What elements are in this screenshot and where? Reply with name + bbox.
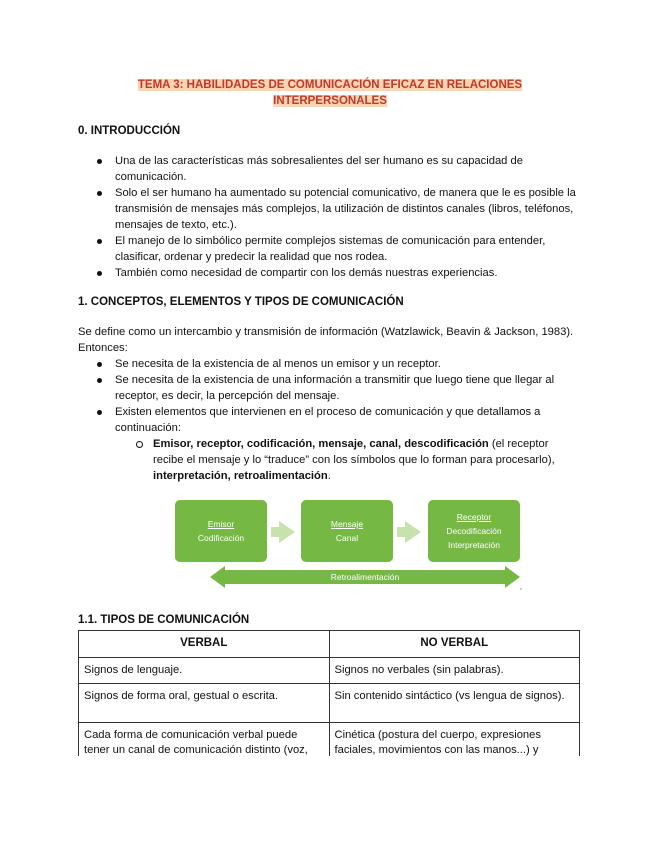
table-cell: Signos no verbales (sin palabras). [329,658,580,684]
title-line-1: TEMA 3: HABILIDADES DE COMUNICACIÓN EFICAZ EN RELACIONES [137,79,523,91]
table-row [79,684,580,723]
section-1-1-heading: 1.1. TIPOS DE COMUNICACIÓN [78,614,250,626]
list-item: También como necesidad de compartir con los demás nuestras experiencias. [78,265,578,281]
arrow-left-icon [210,566,225,588]
receptor-box [428,500,520,562]
table-header-row [79,631,580,658]
list-item: Se necesita de la existencia de al menos un emisor y un receptor. [78,356,578,372]
feedback-label: Retroalimentación [224,570,506,584]
column-header-no-verbal: NO VERBAL [329,631,580,658]
mensaje-box [301,500,393,562]
table-cell: Cinética (postura del cuerpo, expresiones faciales, movimientos con las manos...) y [329,723,580,764]
column-header-verbal: VERBAL [79,631,330,658]
table-row [79,658,580,684]
table-cell: Sin contenido sintáctico (vs lengua de signos). [329,684,580,723]
emisor-line: Codificación [197,533,245,543]
list-item: El manejo de lo simbólico permite complejos sistemas de comunicación para entender, clasificar, ordenar y predecir la realidad que nos rodea. [78,233,578,265]
receptor-line-1: Decodificación [446,526,502,536]
emisor-title: Emisor [207,519,235,529]
arrow-right-icon [405,521,421,543]
elements-bold-2: interpretación, retroalimentación [153,470,328,482]
intro-bullet-list [78,153,578,281]
list-item [135,436,580,484]
receptor-title: Receptor [456,512,492,522]
table-cell: Signos de forma oral, gestual o escrita. [79,684,330,723]
elements-text-2: . [327,470,331,482]
title-line-2: INTERPERSONALES [273,95,387,107]
intro-heading: 0. INTRODUCCIÓN [78,125,181,137]
mensaje-title: Mensaje [330,519,364,529]
document-title [80,77,580,109]
elements-sub-list [135,436,580,484]
arrow-right-icon [279,521,295,543]
section-1-paragraph: Se define como un intercambio y transmisión de información (Watzlawick, Beavin & Jackson, 1983). Entonces: [78,326,574,354]
communication-types-table [78,630,580,764]
section-1-bullet-list [78,356,578,436]
elements-text-1: (el receptor recibe el mensaje y lo “traduce” con los símbolos que lo forman para procesarlo), [153,438,555,466]
communication-process-diagram [175,498,525,598]
emisor-box [175,500,267,562]
table-cell: Signos de lenguaje. [79,658,330,684]
page-bottom-whitespace [76,756,586,856]
list-item: Existen elementos que intervienen en el proceso de comunicación y que detallamos a continuación: [78,404,578,436]
table-cell: Cada forma de comunicación verbal puede tener un canal de comunicación distinto (voz, [79,723,330,764]
section-1-heading: 1. CONCEPTOS, ELEMENTOS Y TIPOS DE COMUNICACIÓN [78,296,404,308]
receptor-line-2: Interpretación [448,540,500,550]
list-item: Solo el ser humano ha aumentado su potencial comunicativo, de manera que le es posible la transmisión de mensajes más complejos, la utilización de distintos canales (libros, teléfonos, mensajes de texto, etc.). [78,185,578,233]
feedback-double-arrow [210,566,520,588]
elements-bold-1: Emisor, receptor, codificación, mensaje, canal, descodificación [153,438,489,450]
list-item: Una de las características más sobresalientes del ser humano es su capacidad de comunicación. [78,153,578,185]
decorative-dot [520,588,522,590]
list-item: Se necesita de la existencia de una información a transmitir que luego tiene que llegar al receptor, es decir, la percepción del mensaje. [78,372,578,404]
arrow-right-icon [505,566,520,588]
mensaje-line: Canal [335,533,359,543]
